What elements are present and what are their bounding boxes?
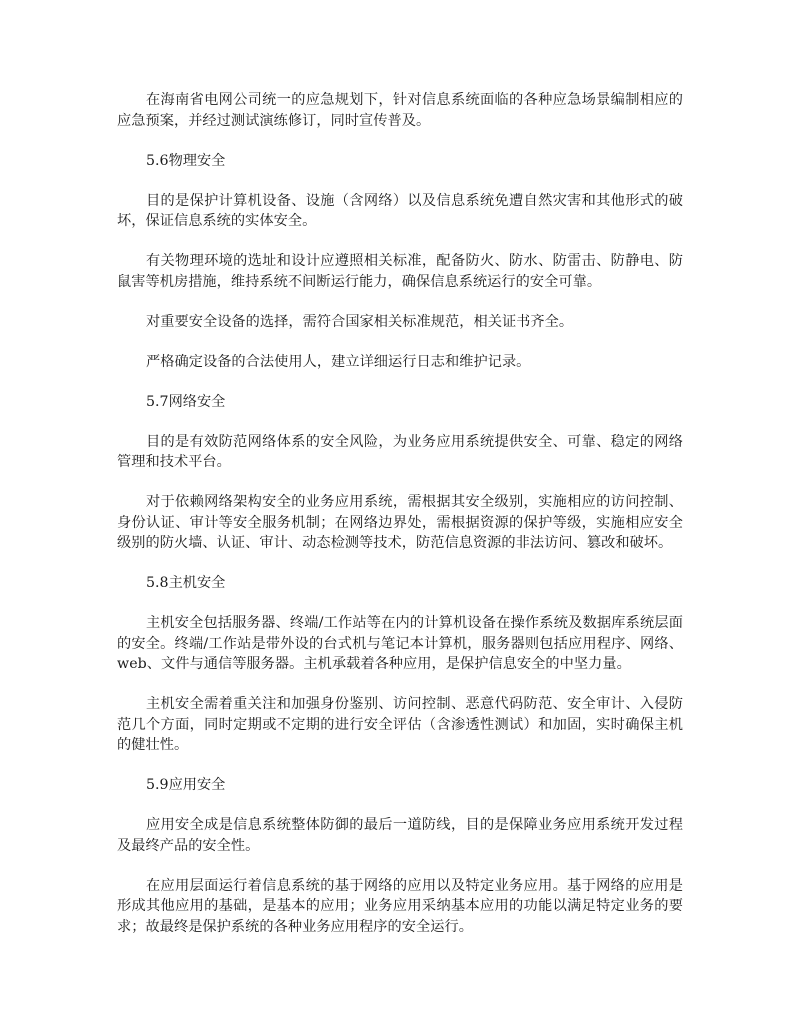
document-body [117, 90, 683, 957]
paragraph: 应用安全成是信息系统整体防御的最后一道防线，目的是保障业务应用系统开发过程及最终产品的安全性。 [117, 817, 683, 854]
paragraph: 对于依赖网络架构安全的业务应用系统，需根据其安全级别，实施相应的访问控制、身份认证、审计等安全服务机制；在网络边界处，需根据资源的保护等级，实施相应安全级别的防火墙、认证、审计、动态检测等技术，防范信息资源的非法访问、篡改和破坏。 [117, 494, 683, 551]
paragraph: 目的是有效防范网络体系的安全风险，为业务应用系统提供安全、可靠、稳定的网络管理和技术平台。 [117, 433, 683, 470]
section-heading-5-6: 5.6物理安全 [146, 152, 226, 169]
paragraph: 目的是保护计算机设备、设施（含网络）以及信息系统免遭自然灾害和其他形式的破坏，保证信息系统的实体安全。 [117, 192, 683, 229]
section-heading-5-8: 5.8主机安全 [146, 575, 226, 591]
section-heading-5-7: 5.7网络安全 [146, 393, 226, 410]
paragraph: 在应用层面运行着信息系统的基于网络的应用以及特定业务应用。基于网络的应用是形成其他应用的基础，是基本的应用；业务应用采纳基本应用的功能以满足特定业务的要求；故最终是保护系统的各种业务应用程序的安全运行。 [117, 877, 683, 935]
paragraph: 对重要安全设备的选择，需符合国家相关标准规范，相关证书齐全。 [146, 313, 574, 330]
paragraph: 严格确定设备的合法使用人，建立详细运行日志和维护记录。 [146, 353, 531, 370]
paragraph: 有关物理环境的选址和设计应遵照相关标准，配备防火、防水、防雷击、防静电、防鼠害等机房措施，维持系统不间断运行能力，确保信息系统运行的安全可靠。 [117, 253, 683, 290]
paragraph: 主机安全包括服务器、终端/工作站等在内的计算机设备在操作系统及数据库系统层面的安全。终端/工作站是带外设的台式机与笔记本计算机，服务器则包括应用程序、网络、web、文件与通信等服务器。主机承载着各种应用，是保护信息安全的中坚力量。 [117, 615, 683, 672]
section-heading-5-9: 5.9应用安全 [146, 777, 226, 793]
paragraph: 主机安全需着重关注和加强身份鉴别、访问控制、恶意代码防范、安全审计、入侵防范几个方面，同时定期或不定期的进行安全评估（含渗透性测试）和加固，实时确保主机的健壮性。 [117, 696, 683, 753]
paragraph: 在海南省电网公司统一的应急规划下，针对信息系统面临的各种应急场景编制相应的应急预案，并经过测试演练修订，同时宣传普及。 [117, 92, 683, 129]
